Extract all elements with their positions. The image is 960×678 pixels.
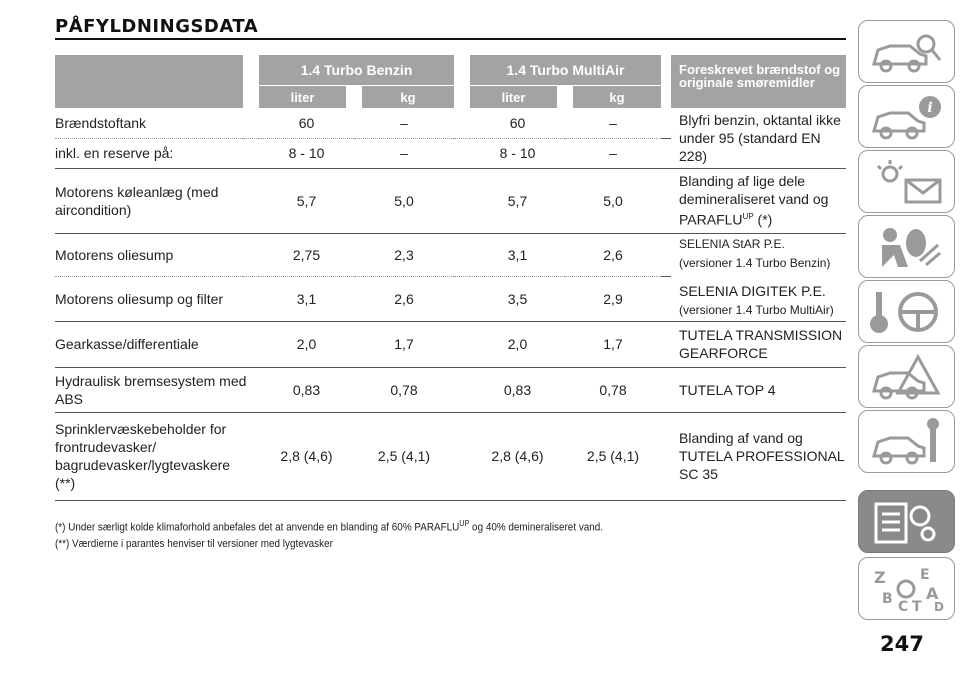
cell-value: – — [354, 138, 454, 168]
cell-value: – — [565, 108, 661, 138]
row-label: Motorens køleanlæg (med aircondition) — [55, 168, 259, 233]
cell-value: – — [354, 108, 454, 138]
cell-value: 0,83 — [259, 367, 354, 412]
cell-value: 5,0 — [565, 168, 661, 233]
header-engine1: 1.4 Turbo Benzin — [259, 55, 454, 86]
header-blank — [55, 55, 243, 108]
spec-engine-oil: SELENIA StAR P.E. (versioner 1.4 Turbo Benzin) SELENIA DIGITEK P.E. (versioner 1.4 Turbo MultiAir) — [671, 233, 846, 321]
row-label: Gearkasse/differentiale — [55, 321, 259, 367]
cell-value: 8 - 10 — [259, 138, 354, 168]
footnote-1: (*) Under særligt kolde klimaforhold anbefales det at anvende en blanding af 60% $PARAFLU^{UP}$ og 40% demineraliseret vand. — [55, 519, 604, 534]
cell-value: 1,7 — [565, 321, 661, 367]
capacities-table — [55, 55, 846, 501]
footnote-2: (**) Værdierne i parantes henviser til versioner med lygtevasker — [55, 538, 333, 550]
cell-value: 3,5 — [470, 276, 565, 321]
header-liter: liter — [259, 86, 354, 109]
cell-value: 2,3 — [354, 233, 454, 276]
cell-value: 2,75 — [259, 233, 354, 276]
header-kg: kg — [565, 86, 661, 109]
car-info-icon[interactable] — [858, 85, 955, 148]
svg-text:Z: Z — [873, 567, 886, 587]
car-wrench-icon[interactable] — [858, 410, 955, 473]
cell-value: 3,1 — [470, 233, 565, 276]
cell-value: 0,83 — [470, 367, 565, 412]
svg-text:E: E — [919, 566, 930, 583]
spec-brake: TUTELA TOP 4 — [671, 367, 846, 412]
cell-value: 2,6 — [565, 233, 661, 276]
spec-fuel: Blyfri benzin, oktantal ikke under 95 (standard EN 228) — [671, 108, 846, 168]
row-label: inkl. en reserve på: — [55, 138, 259, 168]
cell-value: 5,7 — [470, 168, 565, 233]
spec-washer: Blanding af vand og TUTELA PROFESSIONAL SC 35 — [671, 412, 846, 500]
car-crash-icon[interactable] — [858, 345, 955, 408]
title-rule — [55, 38, 846, 40]
svg-text:B: B — [881, 590, 893, 607]
cell-value: 5,7 — [259, 168, 354, 233]
header-spec: Foreskrevet brændstof og originale smøremidler — [671, 55, 846, 108]
svg-text:A: A — [925, 583, 938, 603]
svg-text:D: D — [933, 599, 944, 613]
svg-text:T: T — [911, 598, 922, 613]
cell-value: 2,0 — [470, 321, 565, 367]
header-liter: liter — [470, 86, 565, 109]
spec-coolant: Blanding af lige dele demineraliseret vand og $PARAFLU^{UP}$ (*) — [671, 168, 846, 233]
svg-text:C: C — [897, 598, 908, 613]
cell-value: 2,5 (4,1) — [565, 412, 661, 500]
index-letters-icon[interactable] — [858, 557, 955, 620]
cell-value: 60 — [259, 108, 354, 138]
cell-value: 2,0 — [259, 321, 354, 367]
cell-value: 2,8 (4,6) — [470, 412, 565, 500]
list-gears-icon[interactable] — [858, 490, 955, 553]
spec-gear: TUTELA TRANSMISSION GEARFORCE — [671, 321, 846, 367]
row-label: Motorens oliesump — [55, 233, 259, 276]
cell-value: 3,1 — [259, 276, 354, 321]
cell-value: 60 — [470, 108, 565, 138]
cell-value: 0,78 — [354, 367, 454, 412]
cell-value: 0,78 — [565, 367, 661, 412]
header-kg: kg — [354, 86, 454, 109]
cell-value: 1,7 — [354, 321, 454, 367]
page-number: 247 — [880, 632, 924, 656]
row-label: Motorens oliesump og filter — [55, 276, 259, 321]
cell-value: 2,6 — [354, 276, 454, 321]
car-search-icon[interactable] — [858, 20, 955, 83]
warning-lights-icon[interactable] — [858, 150, 955, 213]
row-label: Brændstoftank — [55, 108, 259, 138]
row-label: Sprinklervæskebeholder for frontrudevasker/ bagrudevasker/lygtevaskere (**) — [55, 412, 259, 500]
airbag-seat-icon[interactable] — [858, 215, 955, 278]
cell-value: 2,8 (4,6) — [259, 412, 354, 500]
header-engine2: 1.4 Turbo MultiAir — [470, 55, 661, 86]
svg-text:i: i — [926, 99, 933, 116]
cell-value: 2,9 — [565, 276, 661, 321]
steering-key-icon[interactable] — [858, 280, 955, 343]
cell-value: 2,5 (4,1) — [354, 412, 454, 500]
page-title: PÅFYLDNINGSDATA — [55, 16, 259, 37]
cell-value: – — [565, 138, 661, 168]
cell-value: 5,0 — [354, 168, 454, 233]
row-label: Hydraulisk bremsesystem med ABS — [55, 367, 259, 412]
cell-value: 8 - 10 — [470, 138, 565, 168]
